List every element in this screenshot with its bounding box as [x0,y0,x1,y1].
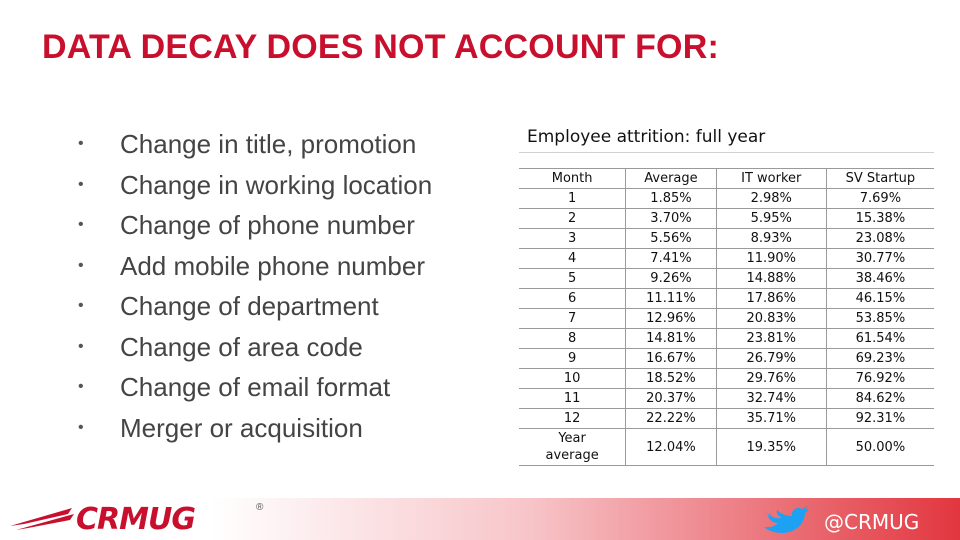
bullet-item [78,286,478,327]
attrition-table [519,168,934,466]
bullet-text: Change of department [120,291,379,321]
table-row [519,389,934,409]
column-header-average: Average [626,169,716,189]
year-average-row [519,429,934,466]
cell-it-worker: 2.98% [716,189,826,209]
cell-month: 5 [519,269,626,289]
cell-average: 11.11% [626,289,716,309]
bullet-item [78,124,478,165]
bullet-item [78,165,478,206]
column-header-it-worker: IT worker [716,169,826,189]
cell-average: 1.85% [626,189,716,209]
cell-average: 18.52% [626,369,716,389]
cell-sv-startup: 7.69% [826,189,934,209]
cell-sv-startup: 69.23% [826,349,934,369]
cell-sv-startup: 23.08% [826,229,934,249]
cell-average: 12.96% [626,309,716,329]
bullet-text: Merger or acquisition [120,412,363,443]
cell-sv-startup: 46.15% [826,289,934,309]
bullet-dot: • [78,175,84,193]
cell-it-worker: 32.74% [716,389,826,409]
table-row [519,349,934,369]
table-row [519,409,934,429]
cell-it-worker: 8.93% [716,229,826,249]
twitter-handle: @CRMUG [824,510,920,534]
cell-month: 6 [519,289,626,309]
cell-month: 9 [519,349,626,369]
cell-average: 3.70% [626,209,716,229]
table-row [519,329,934,349]
bullet-item [78,327,478,368]
table-row [519,209,934,229]
cell-average: 20.37% [626,389,716,409]
table-row [519,309,934,329]
logo-wordmark: CRMUG [76,502,195,537]
table-title-divider [519,152,934,153]
cell-it-worker: 20.83% [716,309,826,329]
bullet-list [78,124,478,448]
bullet-dot: • [78,256,84,274]
year-average-label-line2: average [545,448,599,463]
bullet-text: Change of phone number [120,210,415,240]
bullet-text: Change of area code [120,331,363,362]
table-row [519,289,934,309]
cell-average: 5.56% [626,229,716,249]
table-row [519,249,934,269]
cell-sv-startup: 50.00% [826,429,934,466]
logo-swoosh-icon [10,500,80,534]
cell-it-worker: 23.81% [716,329,826,349]
cell-month: 7 [519,309,626,329]
cell-year-average-label [519,429,626,466]
twitter-bird-icon [762,505,810,535]
table-body [519,189,934,466]
cell-average: 12.04% [626,429,716,466]
attrition-table-image [519,124,934,462]
cell-sv-startup: 92.31% [826,409,934,429]
cell-sv-startup: 53.85% [826,309,934,329]
cell-sv-startup: 38.46% [826,269,934,289]
table-header-row [519,169,934,189]
bullet-text: Add mobile phone number [120,250,425,281]
bullet-dot: • [78,297,84,314]
column-header-month: Month [519,169,626,189]
cell-it-worker: 26.79% [716,349,826,369]
bullet-item [78,205,478,246]
cell-month: 3 [519,229,626,249]
cell-it-worker: 29.76% [716,369,826,389]
cell-month: 8 [519,329,626,349]
bullet-text: Change of email format [120,372,391,402]
cell-it-worker: 17.86% [716,289,826,309]
cell-average: 22.22% [626,409,716,429]
cell-month: 1 [519,189,626,209]
bullet-item [78,408,478,449]
table-title: Employee attrition: full year [527,127,766,147]
cell-sv-startup: 30.77% [826,249,934,269]
bullet-item [78,367,478,408]
cell-sv-startup: 61.54% [826,329,934,349]
table-row [519,269,934,289]
cell-it-worker: 35.71% [716,409,826,429]
cell-average: 7.41% [626,249,716,269]
cell-month: 11 [519,389,626,409]
table-row [519,229,934,249]
bullet-text: Change in title, promotion [120,129,417,159]
cell-it-worker: 5.95% [716,209,826,229]
bullet-item [78,246,478,287]
cell-month: 4 [519,249,626,269]
slide-title: DATA DECAY DOES NOT ACCOUNT FOR: [42,28,719,66]
cell-average: 14.81% [626,329,716,349]
cell-average: 9.26% [626,269,716,289]
cell-month: 10 [519,369,626,389]
cell-sv-startup: 15.38% [826,209,934,229]
bullet-dot: • [78,135,84,152]
cell-it-worker: 11.90% [716,249,826,269]
cell-month: 2 [519,209,626,229]
cell-month: 12 [519,409,626,429]
year-average-label-line1: Year [558,431,586,446]
table-row [519,189,934,209]
bullet-text: Change in working location [120,169,433,200]
bullet-dot: • [78,337,84,355]
bullet-dot: • [78,216,84,233]
registered-mark: ® [256,502,264,513]
cell-it-worker: 14.88% [716,269,826,289]
crmug-logo [10,500,270,537]
cell-average: 16.67% [626,349,716,369]
column-header-sv-startup: SV Startup [826,169,934,189]
cell-sv-startup: 84.62% [826,389,934,409]
table-row [519,369,934,389]
cell-sv-startup: 76.92% [826,369,934,389]
cell-it-worker: 19.35% [716,429,826,466]
bullet-dot: • [78,418,84,436]
bullet-dot: • [78,378,84,395]
